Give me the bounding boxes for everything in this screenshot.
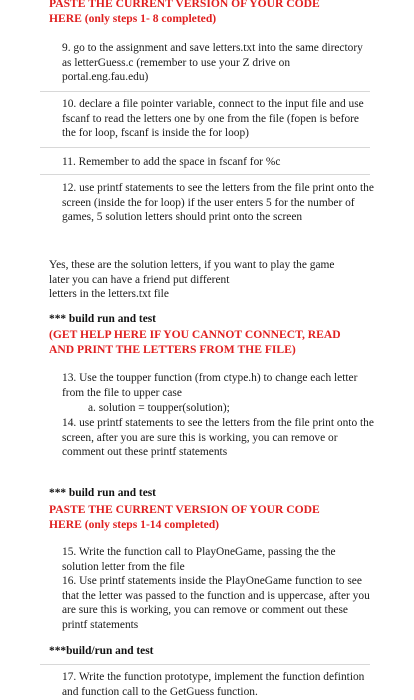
step-10: 10. declare a file pointer variable, connect to the input file and use fscanf to read the letters one by one from the file (fopen is before the for loop, fscanf is inside the for loop) bbox=[62, 98, 364, 140]
step-14: 14. use printf statements to see the letters from the file print onto the screen, after you are sure this is working, you can remove or comment out these printf statements bbox=[62, 417, 374, 459]
step-13: 13. Use the toupper function (from ctype.h) to change each letter from the file to upper case bbox=[62, 372, 358, 399]
step-9: 9. go to the assignment and save letters.txt into the same directory as letterGuess.c (remember to use your Z drive on portal.eng.fau.edu) bbox=[62, 42, 363, 84]
build-run-test-heading-3: ***build/run and test bbox=[49, 645, 154, 657]
note-line-3: letters in the letters.txt file bbox=[49, 288, 169, 301]
help-line-2: AND PRINT THE LETTERS FROM THE FILE) bbox=[49, 343, 296, 356]
step-12: 12. use printf statements to see the letters from the file print onto the screen (inside the for loop) if the user enters 5 for the number of games, 5 solution letters should print onto the screen bbox=[62, 182, 374, 224]
step-15: 15. Write the function call to PlayOneGame, passing the the solution letter from the file bbox=[62, 546, 336, 573]
header-line-1: PASTE THE CURRENT VERSION OF YOUR CODE bbox=[49, 0, 320, 10]
paste-line-1: PASTE THE CURRENT VERSION OF YOUR CODE bbox=[49, 503, 320, 516]
build-run-test-heading: *** build run and test bbox=[49, 313, 156, 325]
step-17: 17. Write the function prototype, implement the function defintion and function call to the GetGuess function. bbox=[62, 671, 365, 698]
step-11: 11. Remember to add the space in fscanf for %c bbox=[62, 156, 281, 168]
divider bbox=[40, 174, 370, 175]
note-paragraph bbox=[49, 258, 389, 302]
divider bbox=[40, 91, 370, 92]
header-red-text bbox=[49, 0, 389, 26]
help-red-text bbox=[49, 327, 389, 357]
note-line-2: later you can have a friend put different bbox=[49, 273, 230, 286]
build-run-test-heading-2: *** build run and test bbox=[49, 487, 156, 499]
step-16: 16. Use printf statements inside the PlayOneGame function to see that the letter was passed to the function and is uppercase, after you are sure this is working, you can remove or comment out these printf statements bbox=[62, 575, 370, 631]
help-line-1: (GET HELP HERE IF YOU CANNOT CONNECT, READ bbox=[49, 328, 341, 341]
divider bbox=[40, 147, 370, 148]
step-13a: a. solution = toupper(solution); bbox=[88, 402, 230, 414]
note-line-1: Yes, these are the solution letters, if you want to play the game bbox=[49, 259, 335, 271]
divider bbox=[40, 664, 370, 665]
header-line-2: HERE (only steps 1- 8 completed) bbox=[49, 12, 217, 25]
paste-line-2: HERE (only steps 1-14 completed) bbox=[49, 518, 220, 531]
paste-code-red-text bbox=[49, 502, 389, 532]
